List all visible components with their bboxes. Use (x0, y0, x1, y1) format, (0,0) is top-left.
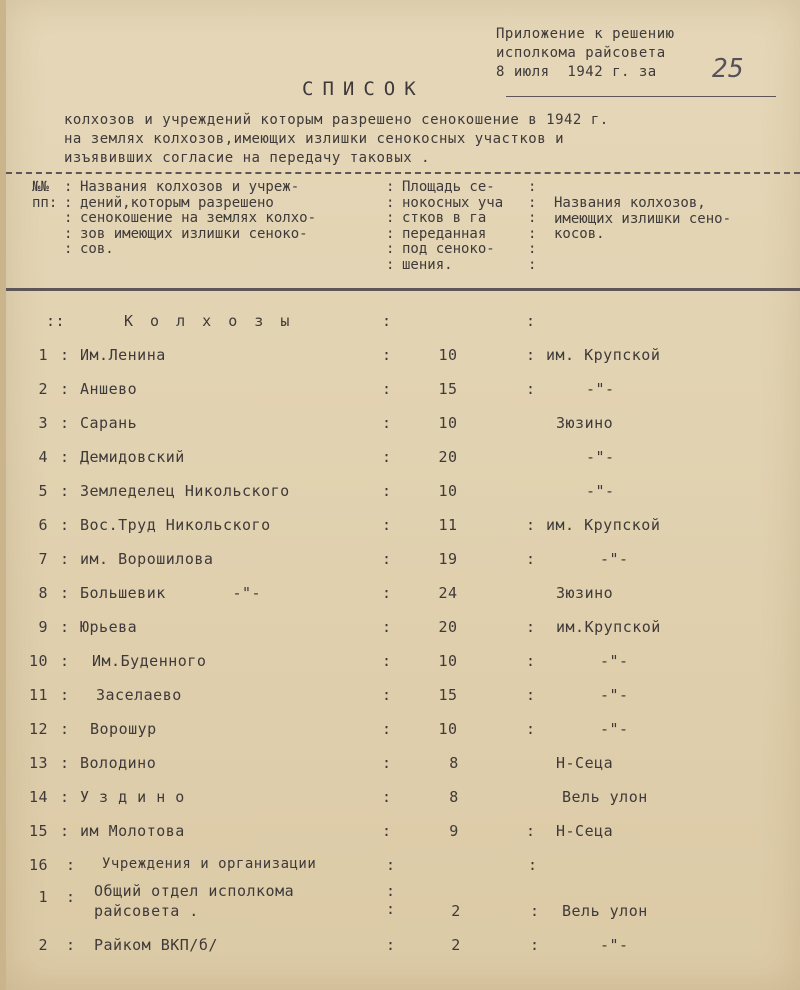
row-number: 16 (28, 856, 48, 874)
row-name: Вос.Труд Никольского (80, 516, 271, 534)
row-donor: Вель улон (562, 902, 648, 920)
column-separator: : (386, 900, 396, 918)
header-col-area-line: под сеноко- (402, 241, 495, 257)
row-donor: -"- (586, 482, 615, 500)
row-name: Ворошур (90, 720, 157, 738)
header-note-underline (506, 96, 776, 97)
row-donor: -"- (586, 448, 615, 466)
row-number: 2 (38, 936, 48, 954)
subtitle-line1: колхозов и учреждений которым разрешено сенокошение в 1942 г. (64, 112, 609, 128)
row-number: 8 (38, 584, 48, 602)
subtitle-line3: изъявивших согласие на передачу таковых . (64, 150, 431, 166)
section-institutions: Учреждения и организации (102, 856, 317, 872)
column-separator: : (386, 856, 396, 874)
column-separator: : (66, 888, 76, 906)
row-number: 12 (28, 720, 48, 738)
header-col-number (32, 180, 57, 211)
row-donor: -"- (600, 936, 629, 954)
header-col-donor (554, 196, 731, 243)
column-separator: : (60, 720, 70, 738)
header-note-line1: Приложение к решению (496, 26, 675, 42)
row-area: 20 (438, 448, 458, 466)
header-col-donor-line: косов. (554, 226, 605, 242)
row-area: 2 (451, 902, 461, 920)
row-number: 1 (38, 888, 48, 906)
document-page (6, 0, 800, 990)
row-donor: -"- (600, 720, 629, 738)
header-col-area-line: переданная (402, 225, 487, 242)
row-number: 13 (28, 754, 48, 772)
column-separator: : (526, 652, 536, 670)
column-separator: : (530, 902, 540, 920)
section-separator: :: (46, 312, 66, 330)
column-separator: : (386, 882, 396, 900)
row-area: 10 (438, 414, 458, 432)
row-number: 5 (38, 482, 48, 500)
header-note-line2: исполкома райсовета (496, 45, 666, 61)
column-separator: : (60, 686, 70, 704)
row-name: Им.Ленина (80, 346, 166, 364)
row-name: Большевик -"- (80, 584, 262, 602)
column-separator: : (526, 516, 536, 534)
row-number: 7 (38, 550, 48, 568)
row-donor: -"- (600, 550, 629, 568)
column-separator: : (526, 346, 536, 364)
column-separator: : (60, 652, 70, 670)
header-separator: : : : : : : (386, 179, 395, 273)
column-separator: : (526, 822, 536, 840)
row-area: 11 (438, 516, 458, 534)
row-area: 15 (438, 686, 458, 704)
column-separator: : (60, 346, 70, 364)
header-col-name-line: Названия колхозов и учреж- (80, 179, 300, 195)
column-separator: : (526, 720, 536, 738)
column-separator: : (382, 516, 392, 534)
column-separator: : (382, 686, 392, 704)
page-title: СПИСОК (302, 78, 425, 100)
row-area: 15 (438, 380, 458, 398)
row-area: 9 (449, 822, 459, 840)
column-separator: : (60, 516, 70, 534)
row-name: Аншево (80, 380, 138, 398)
section-kolkhozy: К о л х о з ы (124, 312, 294, 330)
subtitle-line2: на землях колхозов,имеющих излишки сенокосных участков и (64, 131, 565, 147)
row-name: Сарань (80, 414, 138, 432)
row-donor: им. Крупской (546, 516, 661, 534)
column-separator: : (382, 822, 392, 840)
row-name: Заселаево (96, 686, 182, 704)
column-separator: : (60, 414, 70, 432)
header-separator: : : : : : : (528, 179, 537, 273)
row-donor: им.Крупской (556, 618, 661, 636)
row-name: Демидовский (80, 448, 185, 466)
column-separator: : (66, 936, 76, 954)
column-separator: : (60, 822, 70, 840)
row-area: 24 (438, 584, 458, 602)
header-col-area-line: нокосных уча (402, 194, 504, 211)
column-separator: : (526, 686, 536, 704)
row-number: 11 (28, 686, 48, 704)
column-separator: : (60, 550, 70, 568)
row-donor: им. Крупской (546, 346, 661, 364)
column-separator: : (526, 618, 536, 636)
column-separator: : (60, 618, 70, 636)
row-area: 10 (438, 720, 458, 738)
row-donor: Н-Сеца (556, 822, 614, 840)
column-separator: : (382, 754, 392, 772)
column-separator: : (66, 856, 76, 874)
column-separator: : (60, 482, 70, 500)
row-name: им. Ворошилова (80, 550, 214, 568)
row-donor: Зюзино (556, 584, 614, 602)
row-donor: Н-Сеца (556, 754, 614, 772)
header-col-name-line: сенокошение на землях колхо- (80, 210, 317, 226)
row-donor: -"- (586, 380, 615, 398)
row-name: Райком ВКП/б/ (94, 936, 218, 954)
column-separator: : (60, 584, 70, 602)
row-donor: -"- (600, 686, 629, 704)
header-col-area-line: стков в га (402, 210, 487, 226)
row-area: 8 (449, 754, 459, 772)
row-number: 15 (28, 822, 48, 840)
header-note-line3: 8 июля 1942 г. за (496, 64, 657, 80)
column-separator: : (526, 550, 536, 568)
header-col-number-line: пп: (32, 194, 58, 211)
column-separator: : (386, 936, 396, 954)
column-separator: : (382, 788, 392, 806)
column-separator: : (60, 448, 70, 466)
row-name: райсовета . (94, 902, 199, 920)
row-number: 1 (38, 346, 48, 364)
column-separator: : (382, 720, 392, 738)
header-separator: : : : : : (64, 179, 73, 257)
row-area: 10 (438, 346, 458, 364)
row-number: 9 (38, 618, 48, 636)
column-separator: : (526, 312, 536, 330)
column-separator: : (382, 414, 392, 432)
row-number: 3 (38, 414, 48, 432)
column-separator: : (60, 754, 70, 772)
row-donor: Зюзино (556, 414, 614, 432)
row-name: Общий отдел исполкома (94, 882, 295, 900)
row-number: 10 (28, 652, 48, 670)
table-top-rule (6, 172, 800, 174)
row-area: 8 (449, 788, 459, 806)
header-col-donor-line: Названия колхозов, (554, 195, 706, 211)
column-separator: : (382, 312, 392, 330)
row-area: 20 (438, 618, 458, 636)
column-separator: : (382, 380, 392, 398)
row-donor: Вель улон (562, 788, 648, 806)
header-col-name (80, 180, 316, 258)
row-area: 19 (438, 550, 458, 568)
row-name: Им.Буденного (92, 652, 207, 670)
table-header-rule (6, 288, 800, 291)
column-separator: : (382, 550, 392, 568)
row-number: 14 (28, 788, 48, 806)
header-col-area-line: Площадь се- (402, 179, 495, 195)
page-number: 25 (712, 54, 745, 84)
column-separator: : (528, 856, 538, 874)
row-number: 2 (38, 380, 48, 398)
column-separator: : (530, 936, 540, 954)
column-separator: : (382, 448, 392, 466)
header-col-area-line: шения. (402, 256, 453, 273)
column-separator: : (382, 618, 392, 636)
header-col-name-line: дений,которым разрешено (80, 194, 274, 211)
header-col-number-line: №№ (32, 179, 49, 195)
column-separator: : (382, 482, 392, 500)
row-name: Земледелец Никольского (80, 482, 290, 500)
column-separator: : (526, 380, 536, 398)
row-area: 10 (438, 482, 458, 500)
column-separator: : (382, 652, 392, 670)
header-col-area (402, 180, 503, 273)
header-col-name-line: сов. (80, 241, 114, 257)
row-number: 6 (38, 516, 48, 534)
column-separator: : (382, 584, 392, 602)
row-name: У з д и н о (80, 788, 185, 806)
row-area: 2 (451, 936, 461, 954)
row-name: Юрьева (80, 618, 138, 636)
header-col-donor-line: имеющих излишки сено- (554, 210, 732, 227)
row-name: Володино (80, 754, 157, 772)
row-name: им Молотова (80, 822, 185, 840)
header-col-name-line: зов имеющих излишки сеноко- (80, 225, 308, 242)
column-separator: : (60, 788, 70, 806)
row-number: 4 (38, 448, 48, 466)
row-donor: -"- (600, 652, 629, 670)
column-separator: : (60, 380, 70, 398)
row-area: 10 (438, 652, 458, 670)
column-separator: : (382, 346, 392, 364)
